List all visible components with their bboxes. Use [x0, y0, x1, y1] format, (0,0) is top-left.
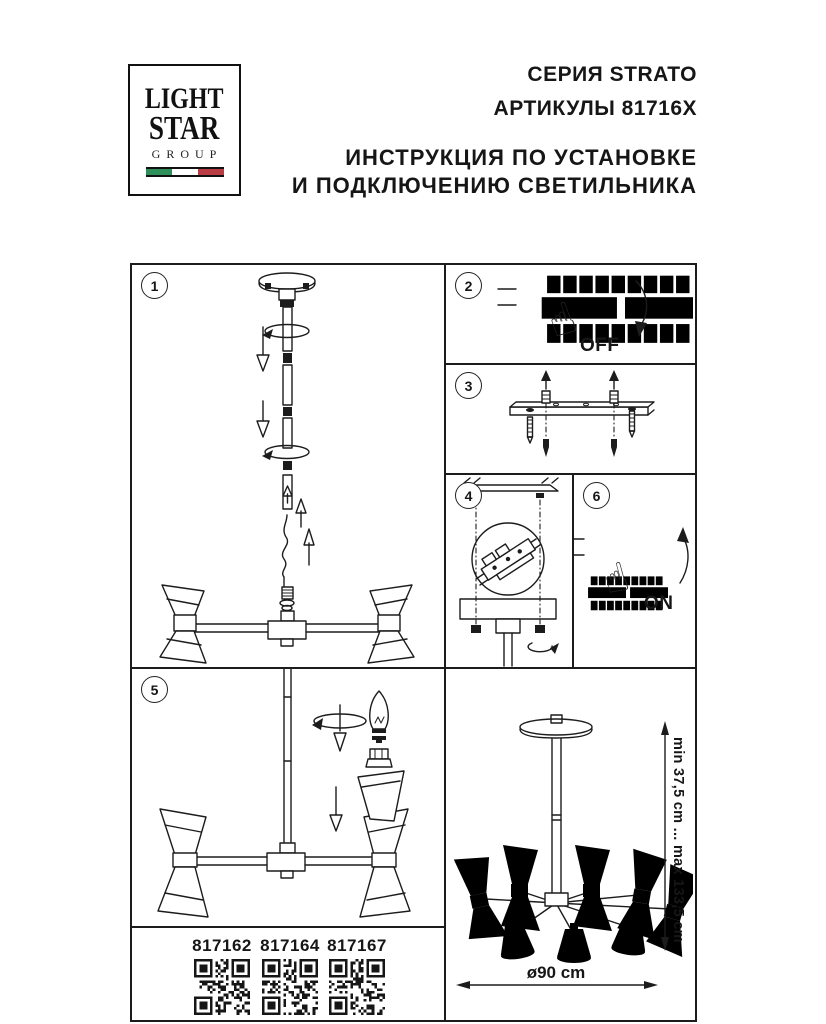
- lamp-socket: [366, 749, 392, 767]
- qr-code: [194, 959, 250, 1015]
- mounting-bracket-diagram: [446, 365, 693, 473]
- lightstar-logo: [128, 64, 241, 196]
- qr-code-section: [132, 928, 446, 1020]
- instruction-diagram-grid: [130, 263, 697, 1022]
- logo-word-light: LIGHT: [145, 82, 224, 116]
- logo-word-group: GROUP: [151, 146, 223, 161]
- power-cable: [282, 515, 287, 587]
- shade-bowtie: [158, 809, 208, 917]
- screw: [543, 439, 549, 457]
- shade-bowtie: [452, 852, 508, 944]
- step-number-badge: 4: [455, 482, 482, 509]
- up-arrow-icon: [541, 370, 551, 389]
- exploded-suspension-diagram: [132, 265, 442, 665]
- shade-bell: [557, 923, 591, 963]
- terminal-block: [477, 532, 539, 585]
- qr-code: [329, 959, 385, 1015]
- step-number-badge: 5: [141, 676, 168, 703]
- instruction-line-1: ИНСТРУКЦИЯ ПО УСТАНОВКЕ: [345, 145, 697, 170]
- candle-bulb: [370, 691, 388, 743]
- wall-dowel: [542, 391, 550, 403]
- shade-bulb-mounting-diagram: [132, 669, 442, 924]
- article-number: 817162: [192, 936, 252, 955]
- wall-dowel: [610, 391, 618, 403]
- off-label: OFF: [580, 335, 620, 356]
- shade-bowtie: [573, 845, 612, 931]
- shade-bowtie: [501, 845, 540, 931]
- down-arrow-icon: [330, 787, 342, 831]
- step-number-badge: 2: [455, 272, 482, 299]
- up-arrow-icon: [296, 499, 306, 527]
- instruction-line-2: И ПОДКЛЮЧЕНИЮ СВЕТИЛЬНИКА: [291, 173, 697, 198]
- fixing-nut: [471, 625, 481, 633]
- article-number: 817167: [327, 936, 387, 955]
- hand-icon: ☝: [598, 553, 634, 605]
- diameter-label: ø90 cm: [526, 963, 586, 982]
- logo-word-star: STAR: [149, 109, 220, 147]
- step-panel-1: [132, 265, 446, 669]
- on-label: ON: [644, 593, 674, 614]
- rotate-arrow-icon: [312, 705, 366, 751]
- down-arrow-icon: [257, 401, 269, 437]
- curved-arrow-up-icon: [677, 527, 689, 583]
- step-panel-2: [446, 265, 695, 365]
- qr-code: [262, 959, 318, 1015]
- threaded-screw: [528, 417, 533, 443]
- series-name: СЕРИЯ STRATO: [527, 63, 697, 86]
- rotate-arrow-icon: [528, 643, 559, 654]
- instruction-title: [292, 144, 697, 200]
- flag-green-segment: [146, 169, 172, 175]
- step-number-badge: 6: [583, 482, 610, 509]
- up-arrow-icon: [304, 529, 314, 565]
- flag-white-segment: [172, 169, 198, 175]
- qr-code-item: [188, 928, 256, 1015]
- step-number-badge: 1: [141, 272, 168, 299]
- dimensions-panel: [446, 669, 695, 1020]
- qr-code-item: [256, 928, 324, 1015]
- step-panel-4: [446, 475, 574, 669]
- qr-code-item: [323, 928, 391, 1015]
- step-panel-6: [574, 475, 695, 669]
- article-number: 817164: [260, 936, 320, 955]
- document-title: [494, 58, 697, 126]
- step-panel-5: [132, 669, 446, 928]
- hand-icon: ☝: [540, 291, 584, 350]
- italian-flag-stripe: [146, 167, 224, 177]
- screw-head: [536, 493, 544, 498]
- screw: [611, 439, 617, 457]
- threaded-screw: [630, 411, 635, 437]
- step-number-badge: 3: [455, 372, 482, 399]
- step-panel-3: [446, 365, 695, 475]
- shade-bowtie: [360, 809, 410, 917]
- up-arrow-icon: [609, 370, 619, 389]
- article-numbers-title: АРТИКУЛЫ 81716X: [493, 97, 697, 120]
- fixing-nut: [535, 625, 545, 633]
- height-range-label: min 37,5 cm ... max 133,5 cm: [670, 737, 686, 943]
- flag-red-segment: [198, 169, 224, 175]
